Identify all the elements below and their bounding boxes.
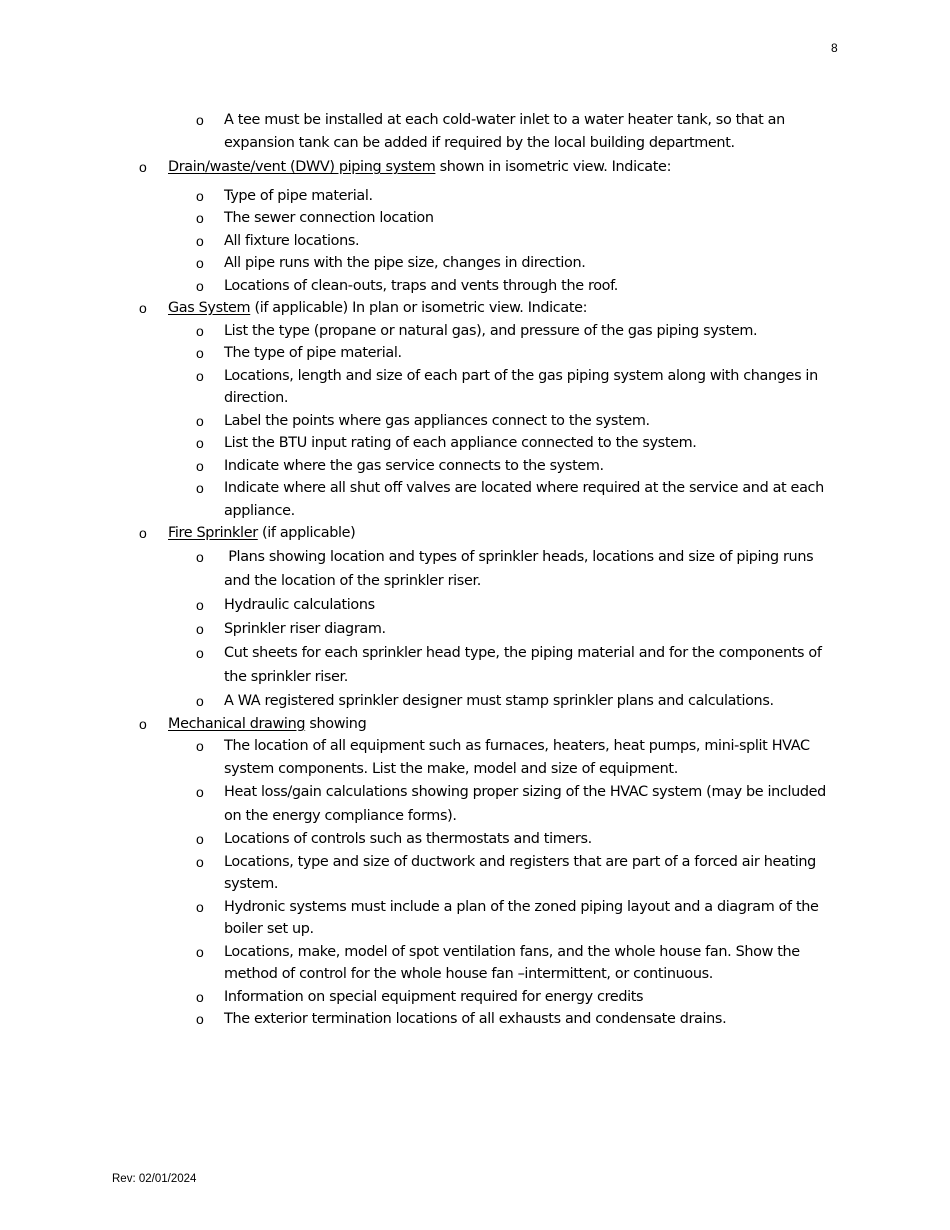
bullet: o [139,525,147,541]
bullet: o [139,715,147,732]
list-item: o Type of pipe material. [196,187,373,204]
list-item: o The exterior termination locations of all exhausts and condensate drains. [196,1011,727,1027]
list-item: o Locations, make, model of spot ventilation fans, and the whole house fan. Show the method of control for the whole house fan –intermittent, or continuous. [196,943,800,982]
section-heading-gas: o Gas System (if applicable) In plan or isometric view. Indicate: [0,297,828,320]
revision-footer: Rev: 02/01/2024 [112,1173,197,1185]
list-item: o Label the points where gas appliances connect to the system. [196,412,650,429]
list-item: o The sewer connection location [196,210,434,226]
list-item: o All pipe runs with the pipe size, changes in direction. [196,255,586,271]
list-item: o Sprinkler riser diagram. [196,620,386,637]
list-item: o Locations of clean-outs, traps and vents through the roof. [196,277,619,294]
section-title: Gas System [168,300,251,316]
list-item: o Indicate where all shut off valves are located where required at the service and at each appliance. [196,480,824,519]
list-item: o Plans showing location and types of sprinkler heads, locations and size of piping runs and the location of the sprinkler riser. [196,548,818,589]
section-title: Mechanical drawing [168,715,306,732]
list-item: o The location of all equipment such as furnaces, heaters, heat pumps, mini-split HVAC system components. List the make, model and size of equipment. [196,738,810,777]
bullet: o [139,300,147,316]
list-item: o A tee must be installed at each cold-water inlet to a water heater tank, so that an expansion tank can be added if required by the local building department. [0,109,834,154]
list-item: o Heat loss/gain calculations showing proper sizing of the HVAC system (may be included on the energy compliance forms). [196,784,826,824]
bullet: o [196,112,204,128]
list-item: o Hydronic systems must include a plan of the zoned piping layout and a diagram of the boiler set up. [196,898,819,937]
section-title: Fire Sprinkler [168,525,258,541]
list-item: o Information on special equipment required for energy credits [196,988,644,1005]
list-item: o Locations of controls such as thermostats and timers. [196,831,592,847]
list-item: o List the type (propane or natural gas), and pressure of the gas piping system. [196,322,758,339]
page-number: 8 [831,41,838,55]
document-body [0,109,950,1031]
list-item: o A WA registered sprinkler designer must stamp sprinkler plans and calculations. [196,692,774,709]
section-title: Drain/waste/vent (DWV) piping system [168,159,436,175]
list-item: o All fixture locations. [196,232,360,249]
section-heading-dwv: o Drain/waste/vent (DWV) piping system shown in isometric view. Indicate: [0,156,828,179]
section-heading-fire-sprinkler: o Fire Sprinkler (if applicable) [0,522,828,545]
list-item: o Indicate where the gas service connects to the system. [196,457,604,474]
bullet: o [139,159,147,175]
list-item: o List the BTU input rating of each appliance connected to the system. [196,435,697,451]
list-item: o Locations, type and size of ductwork and registers that are part of a forced air heating system. [196,853,816,892]
section-heading-mechanical: o Mechanical drawing showing [0,713,828,736]
list-item: o Locations, length and size of each part of the gas piping system along with changes in direction. [196,367,818,406]
list-item: o Hydraulic calculations [196,596,375,613]
list-item: o Cut sheets for each sprinkler head type, the piping material and for the components of the sprinkler riser. [196,644,822,685]
list-item: o The type of pipe material. [196,345,402,361]
